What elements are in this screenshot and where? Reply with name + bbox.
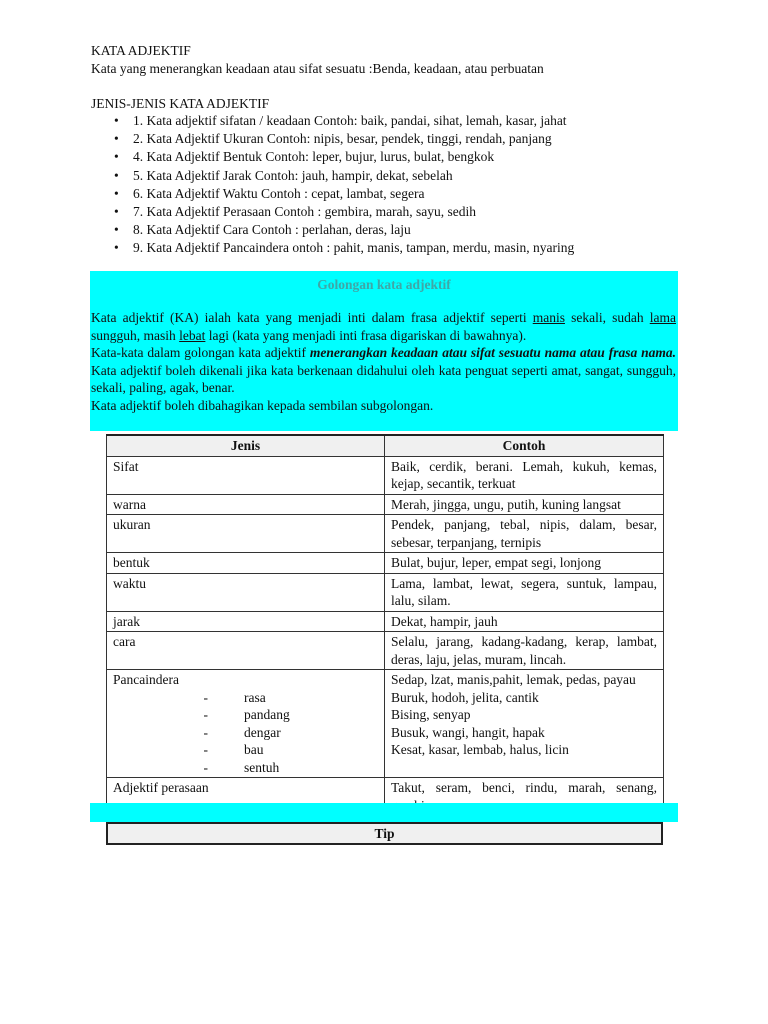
table-row xyxy=(107,553,664,574)
jenis-cell: cara xyxy=(107,632,385,670)
sub-row xyxy=(113,689,378,707)
sub-label: pandang xyxy=(244,707,290,722)
golongan-paragraph-1 xyxy=(91,309,676,344)
golongan-paragraph-2 xyxy=(91,344,676,397)
contoh-cell: Dekat, hampir, jauh xyxy=(385,611,664,632)
dash: - xyxy=(203,689,208,705)
golongan-box xyxy=(90,271,678,431)
jenis-cell: ukuran xyxy=(107,515,385,553)
jenis-cell: warna xyxy=(107,494,385,515)
dash: - xyxy=(203,707,208,722)
underlined-word: manis xyxy=(532,310,565,325)
contoh-cell-pancaindera xyxy=(385,670,664,778)
table-row xyxy=(107,515,664,553)
contoh-cell: Selalu, jarang, kadang-kadang, kerap, lambat, deras, laju, jelas, muram, lincah. xyxy=(385,632,664,670)
sub-label: bau xyxy=(244,742,264,757)
table-row xyxy=(107,632,664,670)
contoh-line: Buruk, hodoh, jelita, cantik xyxy=(391,689,539,705)
text-run: sekali, sudah xyxy=(564,310,650,325)
golongan-title: Golongan kata adjektif xyxy=(317,277,451,292)
table-row xyxy=(107,494,664,515)
types-list xyxy=(91,112,574,258)
pancaindera-label: Pancaindera xyxy=(113,672,179,687)
table-row xyxy=(107,611,664,632)
golongan-paragraph-3: Kata adjektif boleh dibahagikan kepada sembilan subgolongan. xyxy=(91,397,434,413)
sub-label: rasa xyxy=(244,689,266,705)
page-title: KATA ADJEKTIF xyxy=(91,43,191,58)
text-run: sungguh, masih xyxy=(91,327,180,343)
contoh-line: Bising, senyap xyxy=(391,707,471,722)
list-item: • 8. Kata Adjektif Cara Contoh : perlahan, deras, laju xyxy=(91,221,574,239)
contoh-cell: Bulat, bujur, leper, empat segi, lonjong xyxy=(385,553,664,574)
jenis-cell: jarak xyxy=(107,611,385,632)
text-run: Kata adjektif boleh dikenali jika kata berkenaan didahului oleh kata penguat seperti amat, sangat, sungguh, sekali, paling, agak, benar. xyxy=(91,362,676,395)
jenis-cell: Adjektif perasaan xyxy=(107,778,385,816)
jenis-cell: waktu xyxy=(107,573,385,611)
highlight-strip xyxy=(90,803,678,822)
table-row xyxy=(107,573,664,611)
contoh-line: Sedap, lzat, manis,pahit, lemak, pedas, payau xyxy=(391,672,636,687)
definition-text: Kata yang menerangkan keadaan atau sifat sesuatu :Benda, keadaan, atau perbuatan xyxy=(91,61,544,76)
table-row-pancaindera xyxy=(107,670,664,778)
list-item: • 6. Kata Adjektif Waktu Contoh : cepat, lambat, segera xyxy=(91,185,574,203)
jenis-table-wrapper xyxy=(106,434,663,816)
list-item: • 5. Kata Adjektif Jarak Contoh: jauh, hampir, dekat, sebelah xyxy=(91,167,574,185)
jenis-table xyxy=(106,434,664,816)
text-run: Kata-kata dalam golongan kata adjektif xyxy=(91,345,310,360)
dash: - xyxy=(203,742,208,757)
list-item: • 1. Kata adjektif sifatan / keadaan Contoh: baik, pandai, sihat, lemah, kasar, jahat xyxy=(91,112,574,130)
sub-row xyxy=(113,706,378,724)
header-jenis: Jenis xyxy=(107,435,385,456)
table-row xyxy=(107,456,664,494)
sub-row xyxy=(113,759,378,777)
jenis-cell-pancaindera xyxy=(107,670,385,778)
underlined-word: lama xyxy=(649,310,676,325)
types-heading: JENIS-JENIS KATA ADJEKTIF xyxy=(91,96,270,111)
jenis-cell: bentuk xyxy=(107,553,385,574)
underlined-word: lebat xyxy=(179,327,206,343)
sub-row xyxy=(113,741,378,759)
list-item: • 9. Kata Adjektif Pancaindera ontoh : pahit, manis, tampan, merdu, masin, nyaring xyxy=(91,239,574,257)
list-item: • 7. Kata Adjektif Perasaan Contoh : gembira, marah, sayu, sedih xyxy=(91,203,574,221)
text-run: lagi (kata yang menjadi inti frasa digariskan di bawahnya). xyxy=(205,327,527,343)
sub-label: sentuh xyxy=(244,759,280,775)
emphasis-text: menerangkan keadaan atau sifat sesuatu nama atau frasa nama. xyxy=(309,345,676,360)
contoh-cell: Lama, lambat, lewat, segera, suntuk, lampau, lalu, silam. xyxy=(385,573,664,611)
golongan-body xyxy=(91,309,676,414)
contoh-cell: Takut, seram, benci, rindu, marah, senang, xyxy=(385,778,664,816)
table-header-row xyxy=(107,435,664,456)
dash: - xyxy=(203,724,208,740)
contoh-line: Busuk, wangi, hangit, hapak xyxy=(391,724,545,740)
text-run: Kata adjektif (KA) ialah kata yang menjadi inti dalam frasa adjektif seperti xyxy=(91,310,533,325)
dash: - xyxy=(203,759,208,775)
tip-header: Tip xyxy=(106,822,663,845)
contoh-line: Kesat, kasar, lembab, halus, licin xyxy=(391,742,569,757)
list-item: • 2. Kata Adjektif Ukuran Contoh: nipis, besar, pendek, tinggi, rendah, panjang xyxy=(91,130,574,148)
sub-label: dengar xyxy=(244,724,281,740)
contoh-cell: Merah, jingga, ungu, putih, kuning langsat xyxy=(385,494,664,515)
contoh-cell: Pendek, panjang, tebal, nipis, dalam, besar, sebesar, terpanjang, ternipis xyxy=(385,515,664,553)
list-item: • 4. Kata Adjektif Bentuk Contoh: leper, bujur, lurus, bulat, bengkok xyxy=(91,148,574,166)
header-contoh: Contoh xyxy=(385,435,664,456)
contoh-cell: Baik, cerdik, berani. Lemah, kukuh, kemas, kejap, secantik, terkuat xyxy=(385,456,664,494)
jenis-cell: Sifat xyxy=(107,456,385,494)
sub-row xyxy=(113,724,378,742)
